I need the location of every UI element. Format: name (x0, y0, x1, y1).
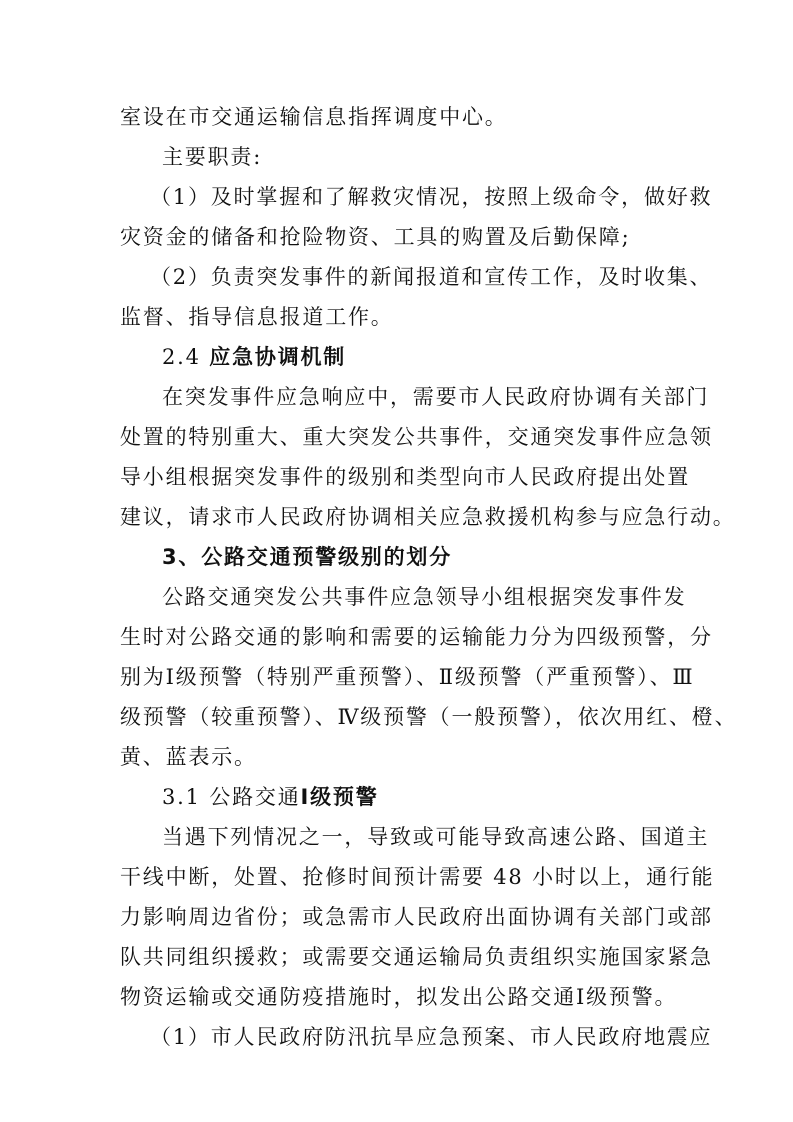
paragraph-line: 室设在市交通运输信息指挥调度中心。 (120, 105, 508, 129)
paragraph-line: 当遇下列情况之一，导致或可能导致高速公路、国道主 (162, 825, 710, 849)
paragraph-line: 处置的特别重大、重大突发公共事件，交通突发事件应急领 (120, 425, 713, 449)
heading-title-bold: Ⅰ级预警 (300, 785, 379, 809)
paragraph-line: 黄、蓝表示。 (120, 745, 257, 769)
paragraph-line: 公路交通突发公共事件应急领导小组根据突发事件发 (162, 585, 687, 609)
paragraph-line: 级预警（较重预警）、Ⅳ级预警（一般预警），依次用红、橙、 (120, 705, 738, 729)
heading-number: 2.4 (162, 345, 201, 369)
list-item-line: （1）市人民政府防汛抗旱应急预案、市人民政府地震应 (150, 1025, 713, 1049)
paragraph-line: 干线中断，处置、抢修时间预计需要 48 小时以上，通行能 (120, 865, 715, 889)
heading-title: 应急协调机制 (209, 345, 347, 369)
paragraph-line: 别为Ⅰ级预警（特别严重预警）、Ⅱ级预警（严重预警）、Ⅲ (120, 665, 695, 689)
paragraph-line: 力影响周边省份；或急需市人民政府出面协调有关部门或部 (120, 905, 713, 929)
paragraph-line: 在突发事件应急响应中，需要市人民政府协调有关部门 (162, 385, 710, 409)
paragraph-line: 物资运输或交通防疫措施时，拟发出公路交通Ⅰ级预警。 (120, 985, 678, 1009)
section-heading-3: 3、公路交通预警级别的划分 (162, 545, 453, 569)
paragraph-line: 队共同组织援救；或需要交通运输局负责组织实施国家紧急 (120, 945, 713, 969)
paragraph-line: 生时对公路交通的影响和需要的运输能力分为四级预警，分 (120, 625, 713, 649)
paragraph-line: 导小组根据突发事件的级别和类型向市人民政府提出处置 (120, 465, 690, 489)
heading-number: 3.1 (162, 785, 201, 809)
paragraph-line: 建议，请求市人民政府协调相关应急救援机构参与应急行动。 (120, 505, 736, 529)
heading-3-1 (162, 785, 379, 809)
heading-2-4 (162, 345, 346, 369)
list-item-1-line-2: 灾资金的储备和抢险物资、工具的购置及后勤保障; (120, 225, 631, 249)
heading-title: 公路交通 (209, 785, 301, 809)
section-label: 主要职责: (162, 145, 263, 169)
list-item-2-line-2: 监督、指导信息报道工作。 (120, 305, 394, 329)
list-item-1-line-1: （1）及时掌握和了解救灾情况，按照上级命令，做好救 (150, 185, 713, 209)
list-item-2-line-1: （2）负责突发事件的新闻报道和宣传工作，及时收集、 (150, 265, 713, 289)
